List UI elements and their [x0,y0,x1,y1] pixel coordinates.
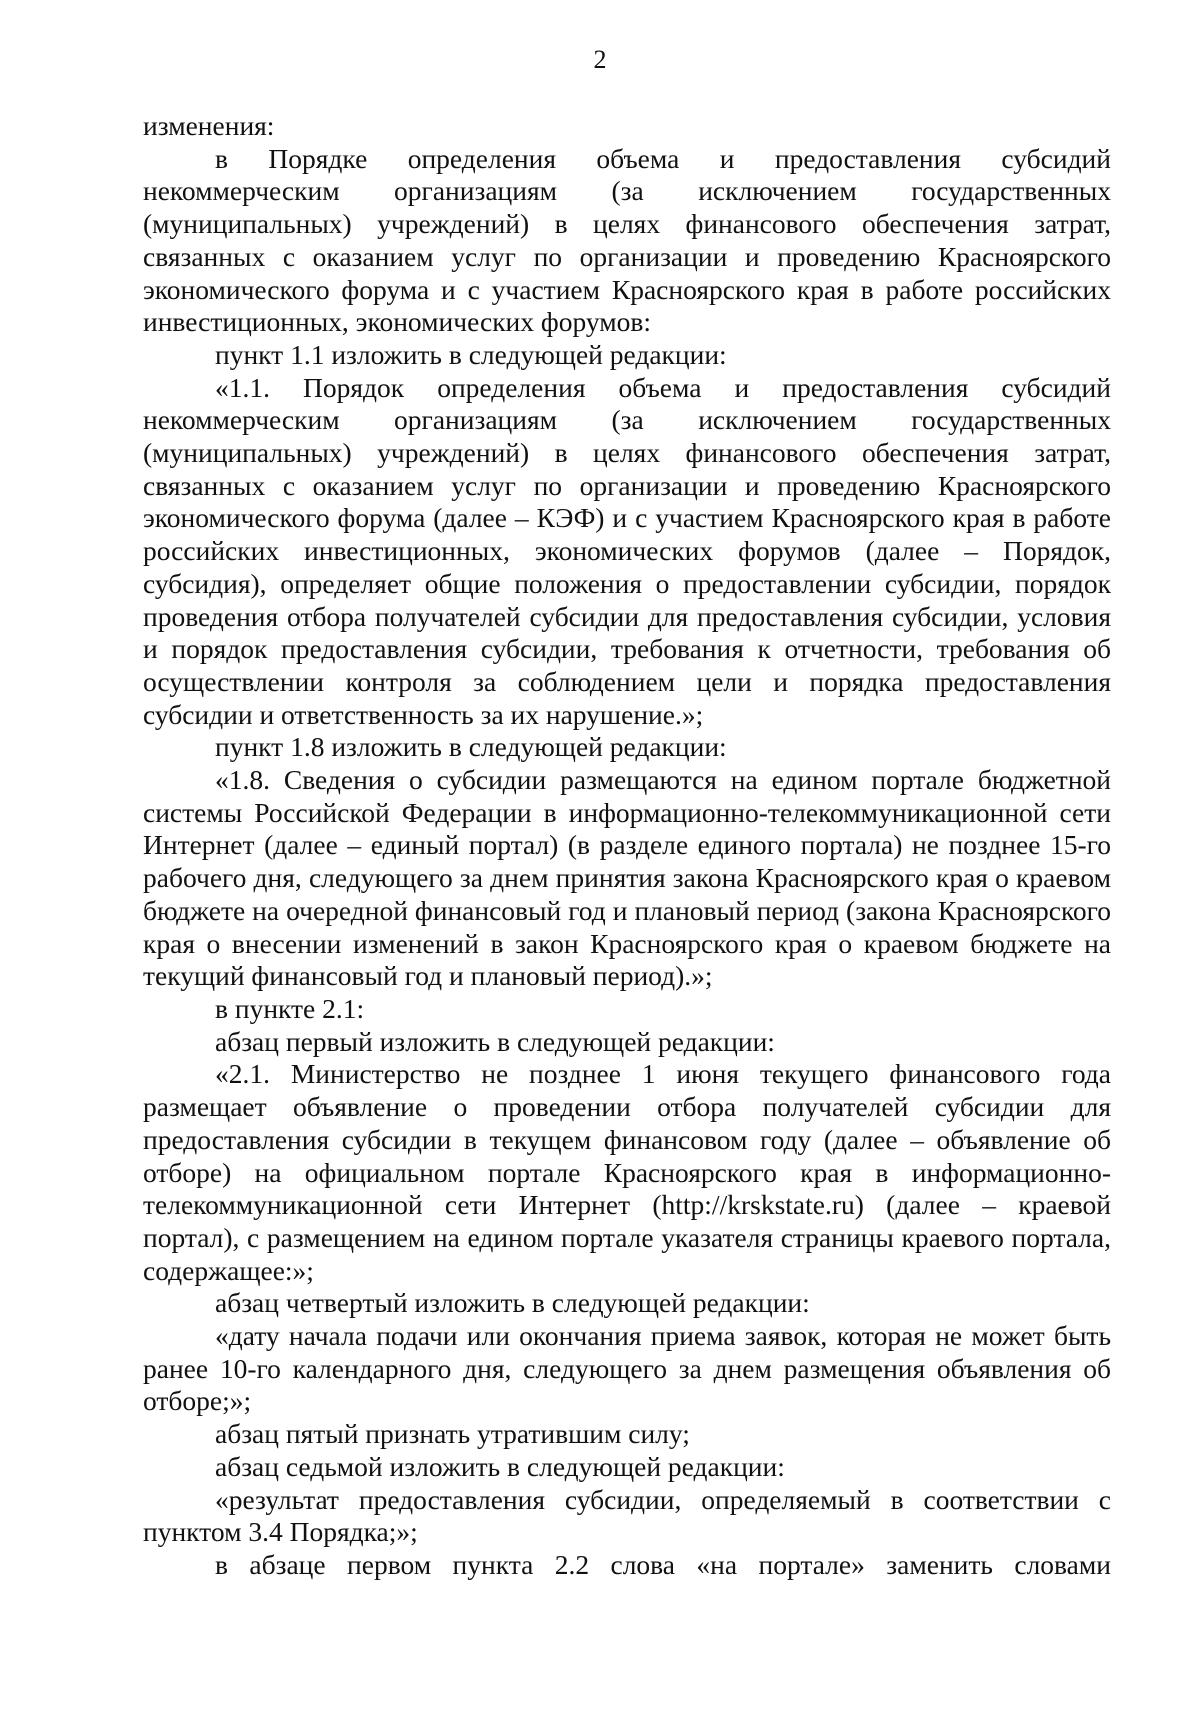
paragraph-item-2-1-text: «2.1. Министерство не позднее 1 июня текущего финансового года размещает объявление о проведении отбора получателей субсидии для предоставления субсидии в текущем финансовом году (далее – объявление об отборе) на официальном портале Красноярского края в информационно-телекоммуникационной сети Интернет (http://krskstate.ru) (далее – краевой портал), с размещением на едином портале указателя страницы краевого портала, содержащее:»; [143,1058,1111,1286]
paragraph-fourth-abzac-heading: абзац четвертый изложить в следующей редакции: [215,1287,810,1319]
paragraph-item-1-8-text: «1.8. Сведения о субсидии размещаются на едином портале бюджетной системы Российской Федерации в информационно-телекоммуникационной сети Интернет (далее – единый портал) (в разделе единого портала) не позднее 15-го рабочего дня, следующего за днем принятия закона Красноярского края о краевом бюджете на очередной финансовый год и плановый период (закона Красноярского края о внесении изменений в закон Красноярского края о краевом бюджете на текущий финансовый год и плановый период).»; [143,764,1111,992]
paragraph-item-1-1-text: «1.1. Порядок определения объема и предоставления субсидий некоммерческим организациям (за исключением государственных (муниципальных) учреждений) в целях финансового обеспечения затрат, связанных с оказанием услуг по организации и проведению Красноярского экономического форума (далее – КЭФ) и с участием Красноярского края в работе российских инвестиционных, экономических форумов (далее – Порядок, субсидия), определяет общие положения о предоставлении субсидии, порядок проведения отбора получателей субсидии для предоставления субсидии, условия и порядок предоставления субсидии, требования к отчетности, требования об осуществлении контроля за соблюдением цели и порядка предоставления субсидии и ответственность за их нарушение.»; [143,371,1111,730]
paragraph-order-intro: в Порядке определения объема и предоставления субсидий некоммерческим организациям (за исключением государственных (муниципальных) учреждений) в целях финансового обеспечения затрат, связанных с оказанием услуг по организации и проведению Красноярского экономического форума и с участием Красноярского края в работе российских инвестиционных, экономических форумов: [143,142,1111,338]
paragraph-item-2-2-change: в абзаце первом пункта 2.2 слова «на портале» заменить словами [215,1548,1111,1580]
paragraph-seventh-abzac-heading: абзац седьмой изложить в следующей редакции: [215,1450,785,1482]
paragraph-item-1-1-heading: пункт 1.1 изложить в следующей редакции: [215,338,727,370]
paragraph-item-1-8-heading: пункт 1.8 изложить в следующей редакции: [215,731,727,763]
document-body [143,110,1111,1582]
paragraph-first-abzac-heading: абзац первый изложить в следующей редакции: [215,1025,775,1057]
paragraph-item-2-1-heading: в пункте 2.1: [215,992,365,1024]
paragraph-fourth-abzac-text: «дату начала подачи или окончания приема заявок, которая не может быть ранее 10-го календарного дня, следующего за днем размещения объявления об отборе;»; [143,1320,1111,1417]
page-number: 2 [593,45,607,74]
paragraph-fifth-abzac: абзац пятый признать утратившим силу; [215,1418,690,1450]
paragraph-continuation: изменения: [143,110,275,141]
paragraph-seventh-abzac-text: «результат предоставления субсидии, определяемый в соответствии с пунктом 3.4 Порядка;»; [143,1483,1111,1548]
